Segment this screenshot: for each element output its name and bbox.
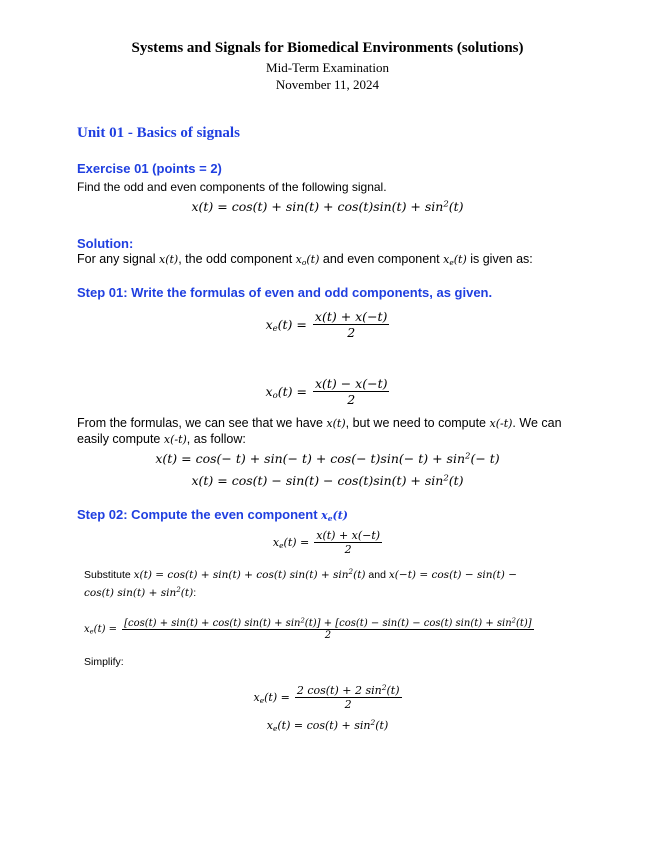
intro-text: is given as: [466,252,533,266]
exercise-heading: Exercise 01 (points = 2) [77,161,222,176]
solution-heading: Solution: [77,236,134,251]
big-numerator: [cos(t) + sin(t) + cos(t) $\sin(t) + \sin^2(t)] + [\cos(t) - \sin(t) - \cos(t) \sin(t) + \sin^2(t)]$ [124,615,532,629]
document-subtitle: Mid-Term Examination [266,60,389,75]
odd-formula [0,372,655,410]
simp-denominator: 2 [344,697,352,711]
intro-text: For any signal [77,252,159,266]
step1-heading: Step 01: Write the formulas of even and odd components, as given. [77,285,493,300]
simp-lhs: $x_e(t)$ = [253,690,290,705]
even-lhs: $x_e(t)$ = [265,316,307,334]
x-minus-t-line-2: $x(t) = \cos(t) - \sin(t) - \cos(t)\sin(t) + \sin^2(t)$ [191,473,464,488]
step2-even-numerator: x(t) + x(−t) [316,528,381,542]
exponent: 2 [443,199,449,210]
simp-numerator: 2 cos(t) + 2 $\sin^2(t)$ [296,682,400,697]
exercise-prompt: Find the odd and even components of the following signal. [77,180,387,194]
even-numerator: x(t) + x(−t) [314,308,388,324]
final-result: $x_e(t) = \cos(t) + \sin^2(t)$ [266,717,389,733]
intro-text: , the odd component [178,252,296,266]
signal-equation [0,199,655,214]
signal-lhs: x(t) [191,199,214,214]
even-symbol: $x_e(t)$ [443,253,467,267]
step1-explanation-2: easily compute x(-t), as follow: [77,432,246,446]
odd-lhs: $x_o(t)$ = [265,383,307,401]
intro-text: and even component [319,252,444,266]
simplify-label: Simplify: [84,656,124,668]
step2-heading: Step 02: Compute the even component $x_e(t)$ [77,507,348,523]
signal-tail: (t) [448,199,464,214]
document-date: November 11, 2024 [275,77,380,92]
odd-denominator: 2 [347,391,356,407]
step1-explanation: From the formulas, we can see that we have x(t), but we need to compute x(-t). We can [77,416,562,430]
document-title: Systems and Signals for Biomedical Environments (solutions) [131,40,524,56]
simp-fraction [295,684,402,711]
step2-even-lhs: $x_e(t)$ = [272,535,310,550]
big-denominator: 2 [324,629,332,641]
step2-even-denominator: 2 [344,542,352,556]
intro-signal: x(t) [158,253,179,266]
simplified-formula [0,680,655,714]
substitute-text-2: cos(t) $\sin(t) + \sin^2(t)$: [84,585,197,599]
x-minus-t-line-1: $x(t) = \cos(- t) + \sin(- t) + \cos(- t)\sin(- t) + \sin^2(- t)$ [155,451,500,466]
big-fraction [122,615,534,641]
signal-rhs: = cos(t) + sin(t) + cos(t)sin(t) + sin [213,199,444,214]
substituted-formula [84,611,534,647]
even-fraction [313,309,390,340]
odd-symbol: $x_o(t)$ [295,253,320,267]
big-lhs: $x_e(t)$ = [84,623,118,636]
solution-intro [77,252,533,266]
substitute-text: Substitute x(t) = cos(t) + sin(t) + cos(t) $\sin(t) + \sin^2(t)$ and x(−t) = cos(t) − sin(t) − [84,567,518,581]
even-denominator: 2 [347,324,356,340]
even-formula [0,305,655,343]
step2-even-formula [0,526,655,558]
odd-numerator: x(t) − x(−t) [314,375,388,391]
odd-fraction [313,376,390,407]
unit-heading: Unit 01 - Basics of signals [77,125,240,141]
step2-even-fraction [314,529,382,556]
